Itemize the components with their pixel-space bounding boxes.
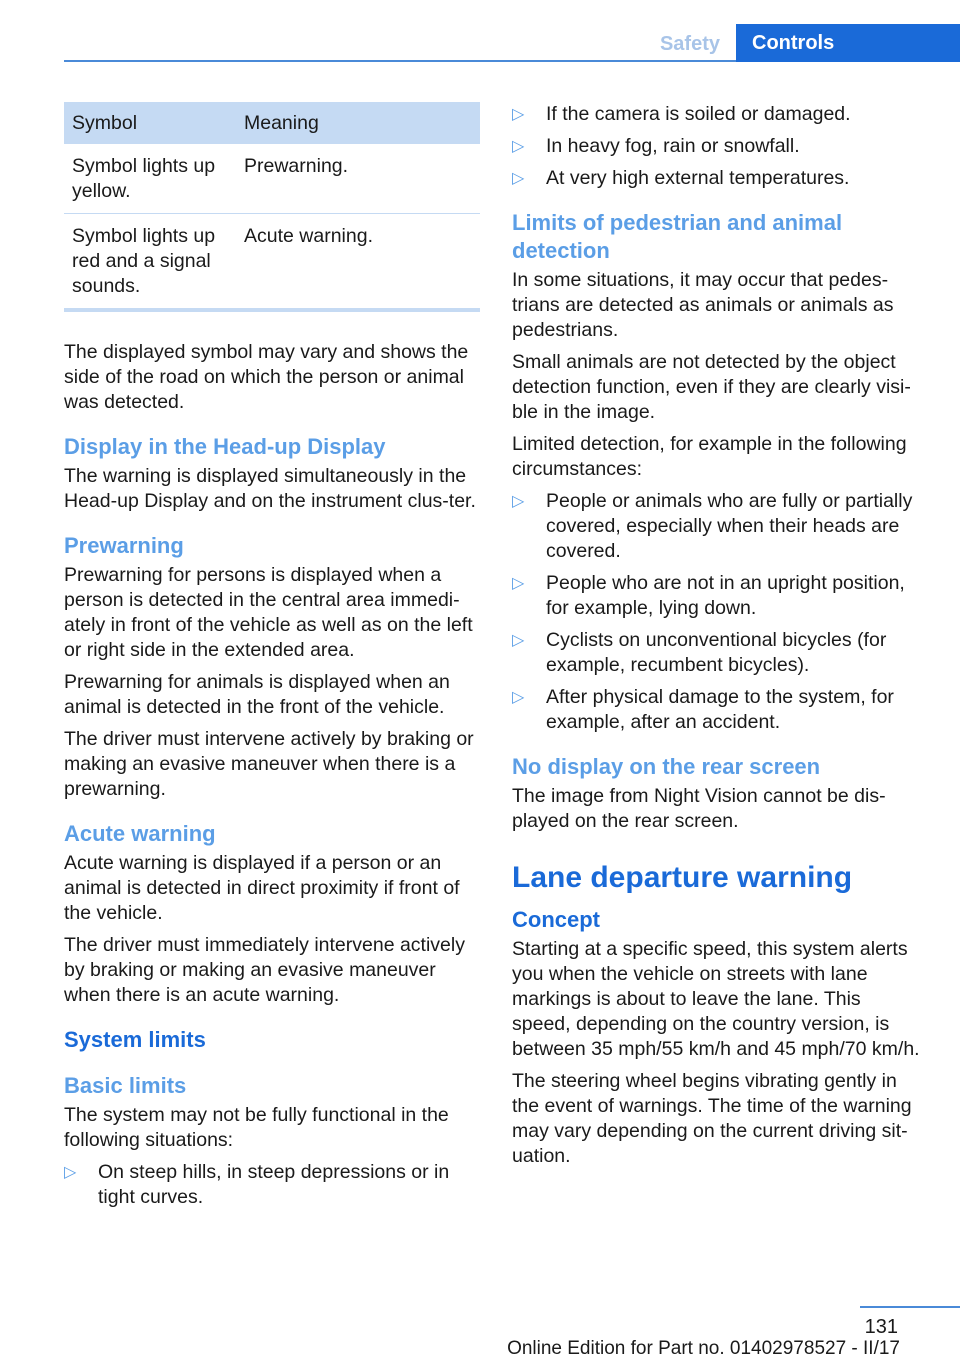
acute-text-1: Acute warning is displayed if a person or an animal is detected in direct proximity if front of the vehicle.	[64, 852, 460, 924]
table-bottom-rule	[64, 308, 480, 312]
concept-text-2: The steering wheel begins vibrating gently in the event of warnings. The time of the warning may vary depending on the current driving sit-uation.	[512, 1070, 912, 1167]
table-row	[64, 214, 480, 309]
prewarning-text-3: The driver must intervene actively by braking or making an evasive maneuver when there is a prewarning.	[64, 728, 474, 800]
header-chapter-controls[interactable]: Controls	[736, 24, 960, 62]
symbol-note: The displayed symbol may vary and shows the side of the road on which the person or animal was detected.	[64, 341, 469, 413]
basic-limits-text: The system may not be fully functional in the following situations:	[64, 1104, 449, 1151]
prewarning-text-1: Prewarning for persons is displayed when a person is detected in the central area immedi-ately in front of the vehicle as well as on the left or right side in the extended area.	[64, 564, 473, 661]
heading-rear-screen: No display on the rear screen	[512, 754, 821, 779]
list-item-text: After physical damage to the system, for example, after an accident.	[546, 686, 894, 733]
list-item	[512, 685, 924, 735]
table-cell-meaning: Prewarning.	[236, 144, 480, 214]
concept-text-1: Starting at a specific speed, this system alerts you when the vehicle on streets with lane markings is about to leave the lane. This speed, depending on the country version, is between 35 mph/55 km/h and 45 mph/70 km/h.	[512, 938, 920, 1060]
triangle-bullet-icon: ▷	[512, 493, 525, 510]
heading-lane-departure-warning: Lane departure warning	[512, 861, 853, 894]
list-item-text: On steep hills, in steep depressions or in tight curves.	[98, 1161, 450, 1208]
triangle-bullet-icon: ▷	[512, 632, 525, 649]
list-item	[512, 571, 924, 621]
ped-text-1: In some situations, it may occur that pedes-trians are detected as animals or animals as pedestrians.	[512, 269, 894, 341]
ped-text-2: Small animals are not detected by the object detection function, even if they are clearly visi-ble in the image.	[512, 351, 911, 423]
table-row	[64, 144, 480, 214]
page-number: 131	[864, 1316, 898, 1338]
triangle-bullet-icon: ▷	[512, 575, 525, 592]
list-item	[512, 489, 924, 564]
header-section-safety[interactable]: Safety	[659, 33, 720, 55]
triangle-bullet-icon: ▷	[512, 170, 525, 187]
footer-edition: Online Edition for Part no. 01402978527 - II/17	[507, 1338, 900, 1359]
table-header-meaning: Meaning	[236, 102, 480, 144]
basic-limits-list	[64, 1160, 480, 1210]
acute-text-2: The driver must immediately intervene actively by braking or making an evasive maneuver when there is an acute warning.	[64, 934, 465, 1006]
heading-basic-limits: Basic limits	[64, 1073, 187, 1098]
table-cell-meaning: Acute warning.	[244, 225, 373, 247]
list-item	[512, 134, 924, 159]
table-header-symbol: Symbol	[64, 102, 236, 144]
heading-system-limits: System limits	[64, 1027, 206, 1052]
list-item-text: At very high external temperatures.	[546, 167, 850, 189]
list-item-text: Cyclists on unconventional bicycles (for example, recumbent bicycles).	[546, 629, 887, 676]
triangle-bullet-icon: ▷	[512, 689, 525, 706]
list-item	[512, 628, 924, 678]
ped-text-3: Limited detection, for example in the following circumstances:	[512, 433, 907, 480]
list-item-text: If the camera is soiled or damaged.	[546, 103, 851, 125]
list-item	[512, 166, 924, 191]
triangle-bullet-icon: ▷	[64, 1164, 77, 1181]
list-item-text: People or animals who are fully or partially covered, especially when their heads are covered.	[546, 490, 913, 562]
prewarning-text-2: Prewarning for animals is displayed when an animal is detected in the front of the vehicle.	[64, 671, 450, 718]
basic-limits-list-continued	[512, 102, 924, 191]
list-item-text: People who are not in an upright position, for example, lying down.	[546, 572, 905, 619]
list-item-text: In heavy fog, rain or snowfall.	[546, 135, 800, 157]
heading-concept: Concept	[512, 907, 600, 932]
hud-text: The warning is displayed simultaneously in the Head-up Display and on the instrument clus-ter.	[64, 465, 476, 512]
list-item	[64, 1160, 480, 1210]
heading-prewarning: Prewarning	[64, 533, 184, 558]
triangle-bullet-icon: ▷	[512, 106, 525, 123]
rear-screen-text: The image from Night Vision cannot be dis-played on the rear screen.	[512, 785, 886, 832]
table-cell-symbol: Symbol lights up red and a signal sounds.	[72, 225, 216, 297]
heading-acute-warning: Acute warning	[64, 821, 216, 846]
heading-hud: Display in the Head-up Display	[64, 434, 386, 459]
list-item	[512, 102, 924, 127]
symbol-table	[64, 102, 480, 308]
triangle-bullet-icon: ▷	[512, 138, 525, 155]
footer-rule	[860, 1306, 960, 1308]
left-column	[64, 102, 480, 1217]
heading-pedestrian-animal-limits: Limits of pedestrian and animal detection	[512, 210, 843, 263]
right-column	[512, 102, 924, 1176]
table-cell-symbol: Symbol lights up yellow.	[64, 144, 236, 214]
limited-detection-list	[512, 489, 924, 735]
